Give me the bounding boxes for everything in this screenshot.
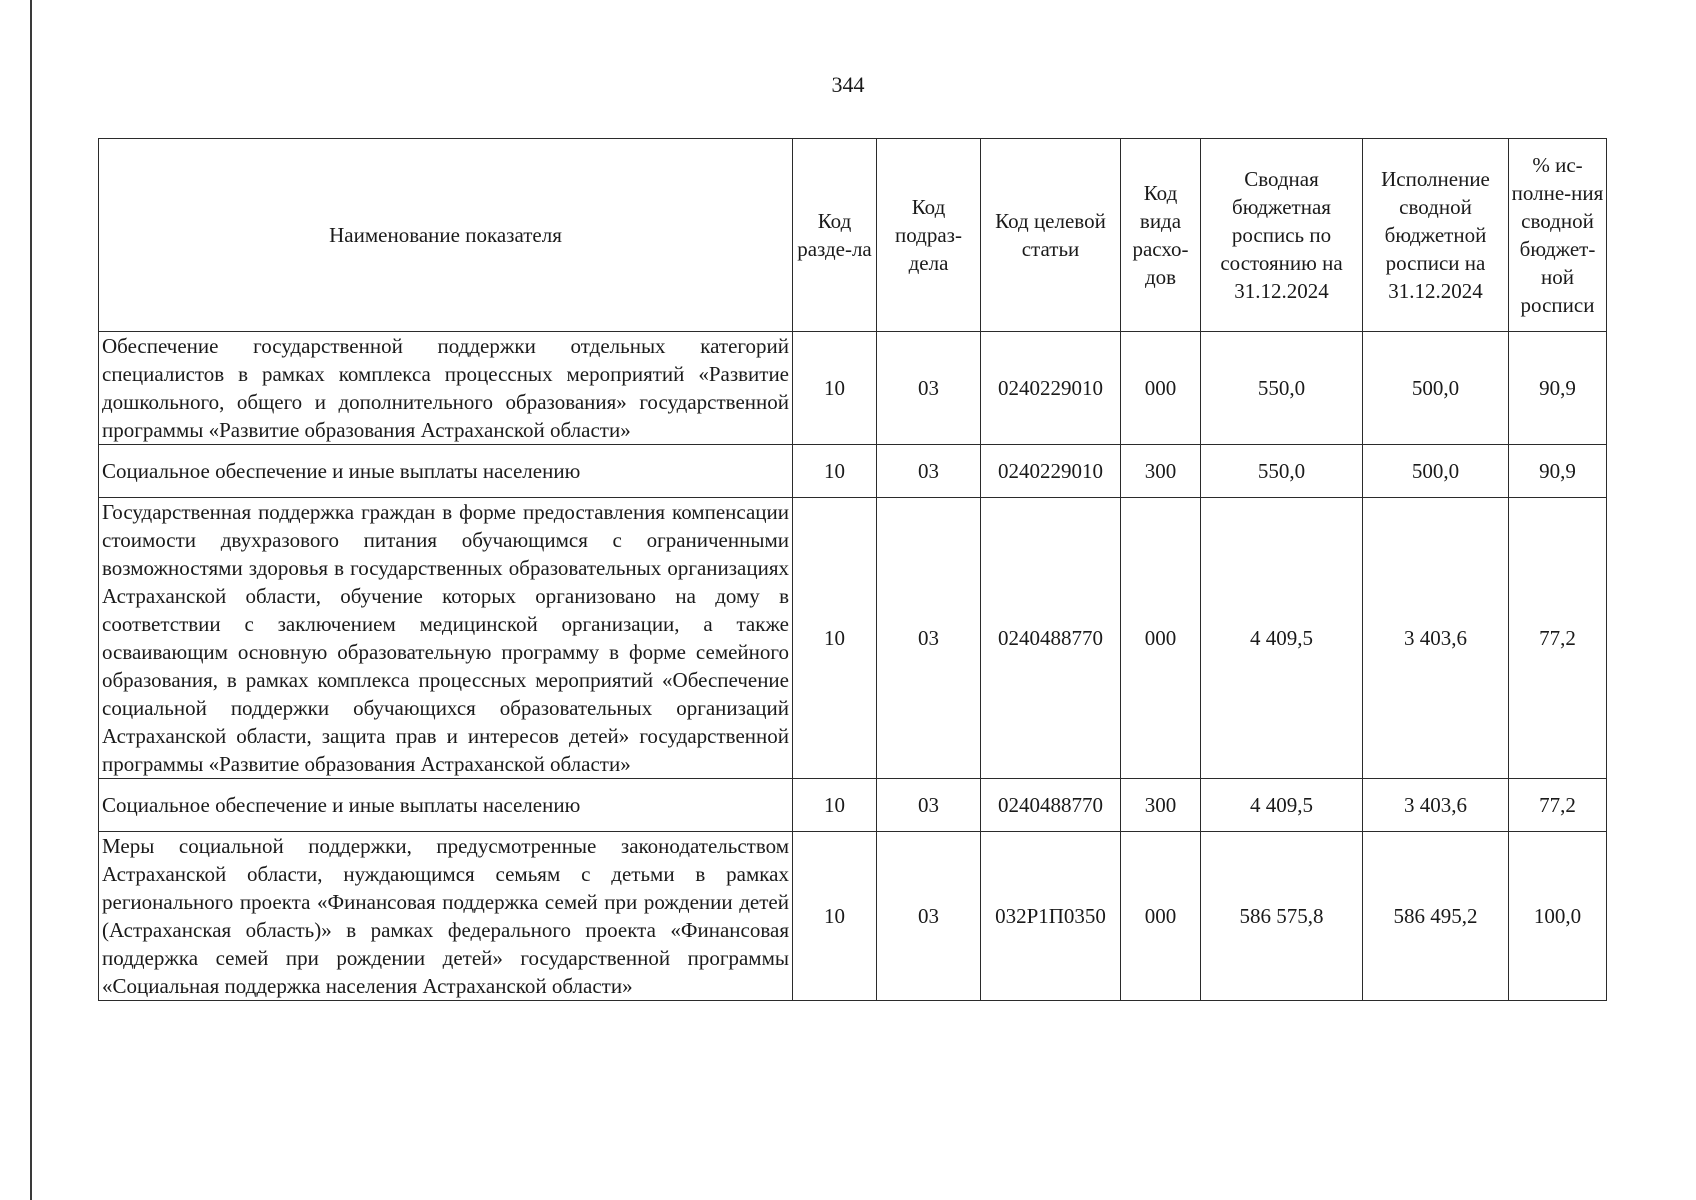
row-subsection-code: 03 — [877, 832, 981, 1001]
header-section-code: Код разде-ла — [793, 139, 877, 332]
row-section-code: 10 — [793, 332, 877, 445]
row-execution-percent: 90,9 — [1509, 332, 1607, 445]
header-execution-percent: % ис-полне-ния сводной бюджет-ной росписи — [1509, 139, 1607, 332]
row-name: Государственная поддержка граждан в форме предоставления компенсации стоимости двухразового питания обучающимся с ограниченными возможностями здоровья в государственных образовательных организациях Астраханской области, обучение которых организовано на дому в соответствии с заключением медицинской организации, а также осваивающим основную образовательную программу в форме семейного образования, в рамках комплекса процессных мероприятий «Обеспечение социальной поддержки обучающихся образовательных организаций Астраханской области, защита прав и интересов детей» государственной программы «Развитие образования Астраханской области» — [99, 498, 793, 779]
row-expense-type-code: 300 — [1121, 779, 1201, 832]
header-target-code: Код целевой статьи — [981, 139, 1121, 332]
row-budget-execution: 3 403,6 — [1363, 779, 1509, 832]
row-budget-plan: 4 409,5 — [1201, 498, 1363, 779]
header-subsection-code: Код подраз-дела — [877, 139, 981, 332]
row-subsection-code: 03 — [877, 332, 981, 445]
table-row — [99, 832, 1607, 1001]
row-section-code: 10 — [793, 832, 877, 1001]
table-header-row — [99, 139, 1607, 332]
row-section-code: 10 — [793, 498, 877, 779]
row-subsection-code: 03 — [877, 498, 981, 779]
row-execution-percent: 90,9 — [1509, 445, 1607, 498]
table-row — [99, 779, 1607, 832]
row-budget-execution: 500,0 — [1363, 445, 1509, 498]
row-expense-type-code: 000 — [1121, 832, 1201, 1001]
row-expense-type-code: 300 — [1121, 445, 1201, 498]
row-subsection-code: 03 — [877, 779, 981, 832]
row-budget-execution: 3 403,6 — [1363, 498, 1509, 779]
row-name: Социальное обеспечение и иные выплаты населению — [99, 445, 793, 498]
row-target-code: 0240488770 — [981, 498, 1121, 779]
row-expense-type-code: 000 — [1121, 332, 1201, 445]
row-target-code: 0240229010 — [981, 332, 1121, 445]
row-name: Социальное обеспечение и иные выплаты населению — [99, 779, 793, 832]
row-execution-percent: 77,2 — [1509, 498, 1607, 779]
table-row — [99, 498, 1607, 779]
page-number: 344 — [831, 72, 865, 97]
row-name: Меры социальной поддержки, предусмотренные законодательством Астраханской области, нуждающимся семьям с детьми в рамках регионального проекта «Финансовая поддержка семей при рождении детей (Астраханская область)» в рамках федерального проекта «Финансовая поддержка семей при рождении детей» государственной программы «Социальная поддержка населения Астраханской области» — [99, 832, 793, 1001]
header-expense-type-code: Код вида расхо-дов — [1121, 139, 1201, 332]
header-budget-execution: Исполнение сводной бюджетной росписи на 31.12.2024 — [1363, 139, 1509, 332]
header-budget-plan: Сводная бюджетная роспись по состоянию на 31.12.2024 — [1201, 139, 1363, 332]
row-target-code: 0240488770 — [981, 779, 1121, 832]
row-budget-execution: 500,0 — [1363, 332, 1509, 445]
row-execution-percent: 100,0 — [1509, 832, 1607, 1001]
row-target-code: 0240229010 — [981, 445, 1121, 498]
row-budget-plan: 4 409,5 — [1201, 779, 1363, 832]
table-row — [99, 445, 1607, 498]
row-section-code: 10 — [793, 445, 877, 498]
row-execution-percent: 77,2 — [1509, 779, 1607, 832]
budget-execution-table — [98, 138, 1607, 1001]
row-budget-plan: 550,0 — [1201, 445, 1363, 498]
row-target-code: 032Р1П0350 — [981, 832, 1121, 1001]
page-margin-rule — [30, 0, 32, 1200]
row-section-code: 10 — [793, 779, 877, 832]
row-name: Обеспечение государственной поддержки отдельных категорий специалистов в рамках комплекса процессных мероприятий «Развитие дошкольного, общего и дополнительного образования» государственной программы «Развитие образования Астраханской области» — [99, 332, 793, 445]
row-budget-plan: 550,0 — [1201, 332, 1363, 445]
row-subsection-code: 03 — [877, 445, 981, 498]
table-row — [99, 332, 1607, 445]
row-budget-execution: 586 495,2 — [1363, 832, 1509, 1001]
header-name: Наименование показателя — [99, 139, 793, 332]
row-expense-type-code: 000 — [1121, 498, 1201, 779]
row-budget-plan: 586 575,8 — [1201, 832, 1363, 1001]
